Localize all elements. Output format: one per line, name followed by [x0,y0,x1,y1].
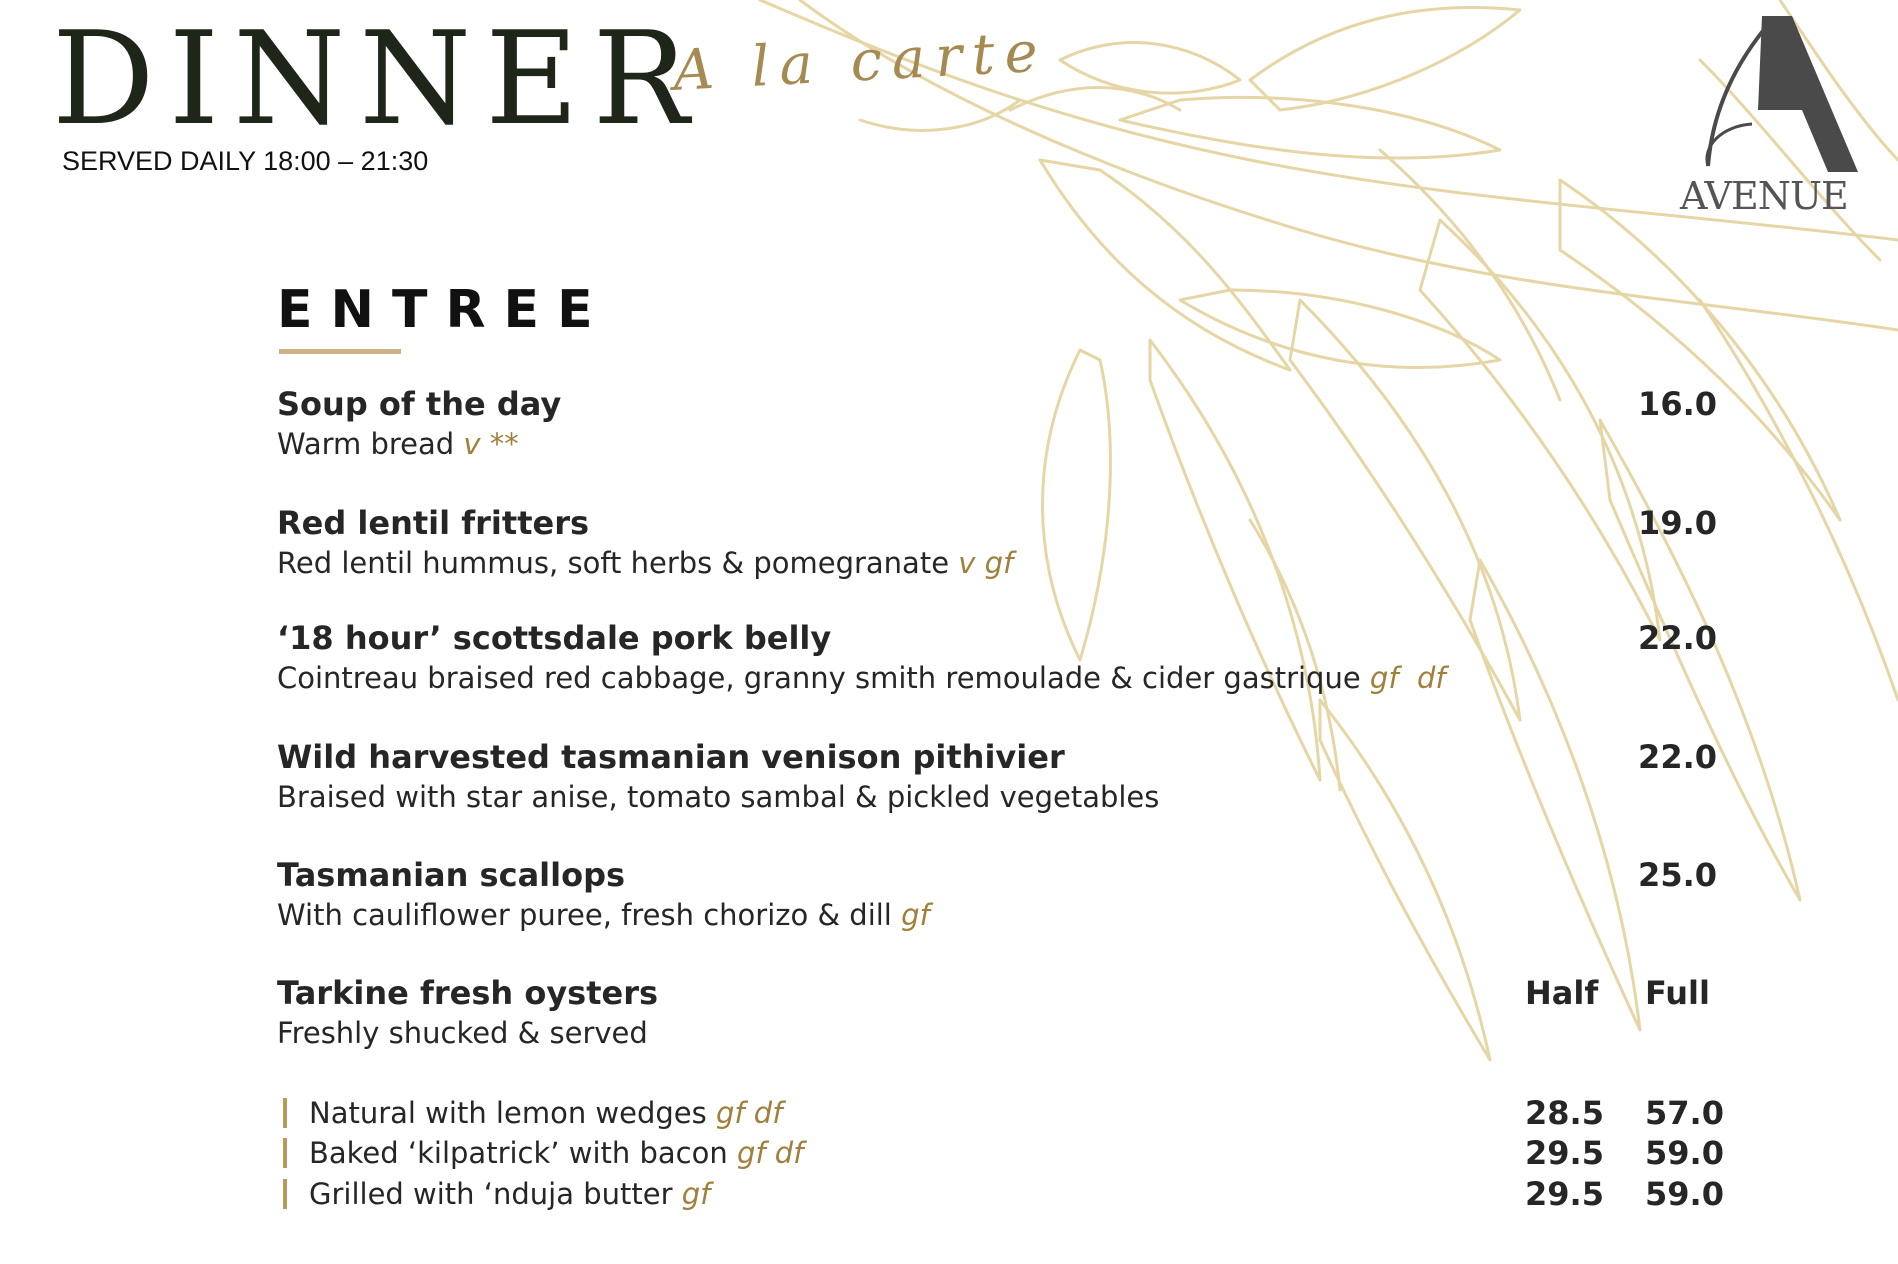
oyster-variant [283,1175,1724,1213]
page-title: DINNER [52,5,703,154]
dietary-tags: v ** [463,427,519,461]
menu-item-name: Soup of the day [277,385,562,423]
variant-label: Grilled with ‘nduja butter [309,1177,673,1211]
menu-item-price: 19.0 [1638,504,1717,542]
half-price: 29.5 [1525,1134,1604,1172]
menu-item-name: Wild harvested tasmanian venison pithivier [277,738,1065,776]
menu-item-description: Cointreau braised red cabbage, granny smith remoulade & cider gastrique gf df [277,661,1446,695]
full-price: 59.0 [1645,1175,1724,1213]
section-title: ENTREE [277,280,611,340]
menu-item [277,738,1717,816]
menu-item-name: ‘18 hour’ scottsdale pork belly [277,619,832,657]
variant-label: Baked ‘kilpatrick’ with bacon [309,1136,728,1170]
oyster-variant [283,1134,1724,1172]
full-price: 59.0 [1645,1134,1724,1172]
menu-item-name: Tarkine fresh oysters [277,974,659,1012]
menu-item-name: Tasmanian scallops [277,856,626,894]
dietary-tags: gf [901,898,930,932]
page-subtitle: A la carte [671,19,1050,104]
menu-item [277,619,1717,697]
dietary-tags: gf [681,1177,711,1211]
dietary-tags: v gf [958,546,1014,580]
menu-item-description: Freshly shucked & served [277,1016,648,1050]
variant-bar-icon [283,1179,287,1209]
menu-item-price: 22.0 [1638,619,1717,657]
full-price: 57.0 [1645,1094,1724,1132]
avenue-logo [1672,6,1872,218]
menu-item-price: 22.0 [1638,738,1717,776]
menu-item-description: With cauliflower puree, fresh chorizo & dill gf [277,898,930,932]
dietary-tags: gf df [1369,661,1446,695]
menu-item-description: Red lentil hummus, soft herbs & pomegranate v gf [277,546,1014,580]
logo-wordmark: AVENUE [1680,174,1848,218]
menu-item-name: Red lentil fritters [277,504,590,542]
menu-item-price: 25.0 [1638,856,1717,894]
menu-item-oysters [277,974,1717,1052]
oyster-variant [283,1094,1724,1132]
menu-item-price: 16.0 [1638,385,1717,423]
serving-hours: SERVED DAILY 18:00 – 21:30 [62,146,429,176]
menu-item [277,385,1717,463]
variant-bar-icon [283,1138,287,1168]
dietary-tags: gf df [736,1136,804,1170]
menu-item [277,856,1717,934]
menu-item-description: Warm bread v ** [277,427,519,461]
menu-item [277,504,1717,582]
half-price: 28.5 [1525,1094,1604,1132]
section-divider [279,349,401,354]
dietary-tags: gf df [715,1096,783,1130]
half-column-header: Half [1525,974,1599,1012]
variant-bar-icon [283,1098,287,1128]
variant-label: Natural with lemon wedges [309,1096,707,1130]
menu-item-description: Braised with star anise, tomato sambal & pickled vegetables [277,780,1160,814]
half-price: 29.5 [1525,1175,1604,1213]
full-column-header: Full [1645,974,1710,1012]
